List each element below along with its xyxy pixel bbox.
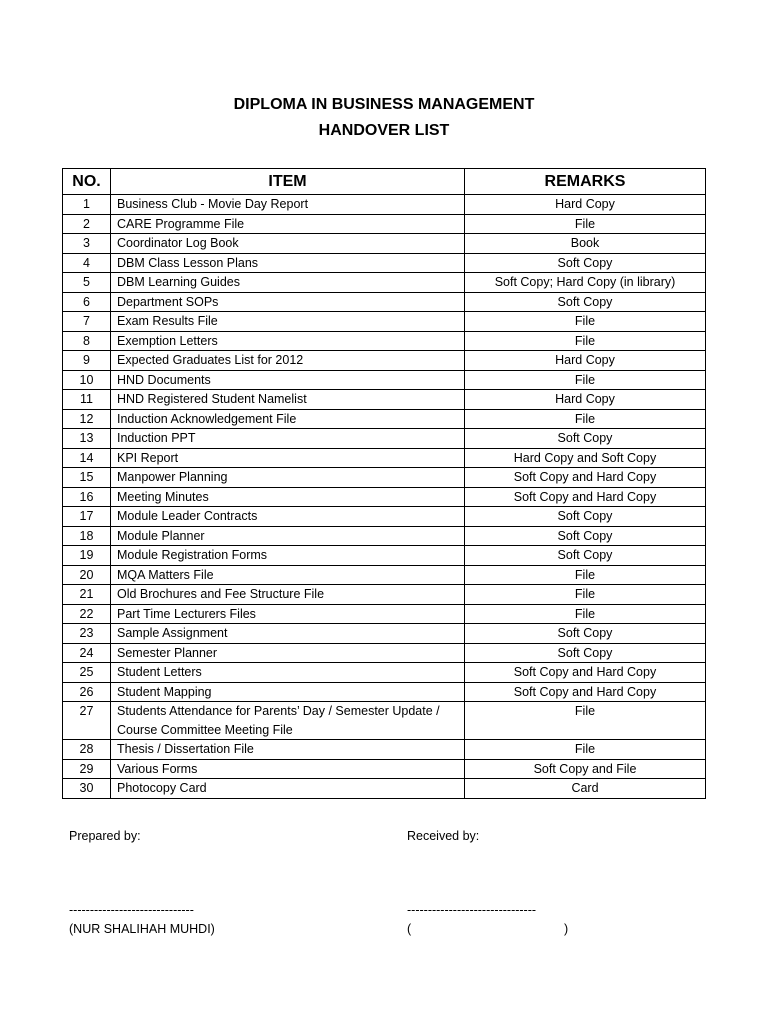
prepared-signature-line: ------------------------------ bbox=[69, 903, 194, 917]
table-row bbox=[63, 624, 706, 644]
row-number: 27 bbox=[63, 702, 111, 740]
row-item: Photocopy Card bbox=[111, 779, 465, 799]
row-number: 7 bbox=[63, 312, 111, 332]
row-number: 8 bbox=[63, 331, 111, 351]
table-row bbox=[63, 585, 706, 605]
row-item: Department SOPs bbox=[111, 292, 465, 312]
row-item: Module Planner bbox=[111, 526, 465, 546]
table-row bbox=[63, 546, 706, 566]
row-number: 20 bbox=[63, 565, 111, 585]
row-item: DBM Class Lesson Plans bbox=[111, 253, 465, 273]
row-remarks: Hard Copy and Soft Copy bbox=[465, 448, 706, 468]
table-row bbox=[63, 429, 706, 449]
row-number: 6 bbox=[63, 292, 111, 312]
row-remarks: Soft Copy bbox=[465, 546, 706, 566]
prepared-by-name: (NUR SHALIHAH MUHDI) bbox=[69, 922, 215, 936]
row-number: 17 bbox=[63, 507, 111, 527]
row-number: 3 bbox=[63, 234, 111, 254]
row-item: Induction Acknowledgement File bbox=[111, 409, 465, 429]
row-remarks: Soft Copy bbox=[465, 292, 706, 312]
row-remarks: File bbox=[465, 331, 706, 351]
row-item: Various Forms bbox=[111, 759, 465, 779]
row-item: Thesis / Dissertation File bbox=[111, 740, 465, 760]
received-signature-line: ------------------------------- bbox=[407, 903, 537, 917]
row-number: 23 bbox=[63, 624, 111, 644]
row-number: 15 bbox=[63, 468, 111, 488]
row-item: Manpower Planning bbox=[111, 468, 465, 488]
row-item: MQA Matters File bbox=[111, 565, 465, 585]
received-by-label: Received by: bbox=[407, 829, 480, 843]
row-item: Old Brochures and Fee Structure File bbox=[111, 585, 465, 605]
table-row bbox=[63, 253, 706, 273]
row-remarks: Soft Copy bbox=[465, 643, 706, 663]
row-remarks: Soft Copy and File bbox=[465, 759, 706, 779]
row-remarks: File bbox=[465, 312, 706, 332]
row-remarks: Soft Copy and Hard Copy bbox=[465, 487, 706, 507]
table-row bbox=[63, 604, 706, 624]
table-row bbox=[63, 663, 706, 683]
row-item: HND Documents bbox=[111, 370, 465, 390]
row-item: Meeting Minutes bbox=[111, 487, 465, 507]
row-remarks: Soft Copy and Hard Copy bbox=[465, 468, 706, 488]
row-number: 11 bbox=[63, 390, 111, 410]
row-number: 30 bbox=[63, 779, 111, 799]
row-number: 5 bbox=[63, 273, 111, 293]
row-item: Induction PPT bbox=[111, 429, 465, 449]
row-remarks: File bbox=[465, 409, 706, 429]
row-remarks: Soft Copy bbox=[465, 624, 706, 644]
table-row bbox=[63, 331, 706, 351]
row-number: 26 bbox=[63, 682, 111, 702]
header-no: NO. bbox=[63, 169, 111, 195]
table-row bbox=[63, 468, 706, 488]
table-row bbox=[63, 292, 706, 312]
row-number: 13 bbox=[63, 429, 111, 449]
row-remarks: File bbox=[465, 702, 706, 740]
header-item: ITEM bbox=[111, 169, 465, 195]
table-row bbox=[63, 214, 706, 234]
table-row bbox=[63, 487, 706, 507]
row-number: 28 bbox=[63, 740, 111, 760]
row-item: HND Registered Student Namelist bbox=[111, 390, 465, 410]
row-item: Coordinator Log Book bbox=[111, 234, 465, 254]
table-row bbox=[63, 507, 706, 527]
table-row bbox=[63, 702, 706, 740]
row-item: Sample Assignment bbox=[111, 624, 465, 644]
table-row bbox=[63, 526, 706, 546]
row-number: 16 bbox=[63, 487, 111, 507]
row-item: DBM Learning Guides bbox=[111, 273, 465, 293]
row-item: Semester Planner bbox=[111, 643, 465, 663]
table-row bbox=[63, 234, 706, 254]
table-row bbox=[63, 682, 706, 702]
row-number: 22 bbox=[63, 604, 111, 624]
document-title: DIPLOMA IN BUSINESS MANAGEMENT bbox=[233, 96, 535, 113]
row-remarks: Book bbox=[465, 234, 706, 254]
row-number: 25 bbox=[63, 663, 111, 683]
row-remarks: Hard Copy bbox=[465, 351, 706, 371]
row-item: Business Club - Movie Day Report bbox=[111, 195, 465, 215]
table-row bbox=[63, 273, 706, 293]
header-remarks: REMARKS bbox=[465, 169, 706, 195]
row-number: 2 bbox=[63, 214, 111, 234]
row-number: 12 bbox=[63, 409, 111, 429]
row-item: Student Mapping bbox=[111, 682, 465, 702]
row-remarks: File bbox=[465, 604, 706, 624]
row-number: 1 bbox=[63, 195, 111, 215]
row-remarks: Soft Copy and Hard Copy bbox=[465, 682, 706, 702]
row-remarks: Soft Copy bbox=[465, 429, 706, 449]
row-number: 24 bbox=[63, 643, 111, 663]
row-item: CARE Programme File bbox=[111, 214, 465, 234]
table-row bbox=[63, 740, 706, 760]
row-item: Exemption Letters bbox=[111, 331, 465, 351]
table-row bbox=[63, 351, 706, 371]
document-subtitle: HANDOVER LIST bbox=[318, 122, 450, 139]
received-by-name: ( ) bbox=[407, 922, 569, 936]
row-number: 21 bbox=[63, 585, 111, 605]
row-number: 4 bbox=[63, 253, 111, 273]
table-row bbox=[63, 370, 706, 390]
row-number: 29 bbox=[63, 759, 111, 779]
table-row bbox=[63, 195, 706, 215]
row-item: Student Letters bbox=[111, 663, 465, 683]
row-number: 14 bbox=[63, 448, 111, 468]
row-remarks: Hard Copy bbox=[465, 390, 706, 410]
row-number: 18 bbox=[63, 526, 111, 546]
row-number: 10 bbox=[63, 370, 111, 390]
table-row bbox=[63, 565, 706, 585]
row-remarks: Hard Copy bbox=[465, 195, 706, 215]
row-number: 9 bbox=[63, 351, 111, 371]
row-item: Expected Graduates List for 2012 bbox=[111, 351, 465, 371]
row-number: 19 bbox=[63, 546, 111, 566]
table-row bbox=[63, 409, 706, 429]
table-row bbox=[63, 779, 706, 799]
table-body bbox=[63, 195, 706, 799]
row-remarks: File bbox=[465, 214, 706, 234]
row-remarks: File bbox=[465, 585, 706, 605]
handover-table bbox=[62, 168, 706, 799]
table-row bbox=[63, 643, 706, 663]
row-remarks: File bbox=[465, 565, 706, 585]
table-row bbox=[63, 312, 706, 332]
prepared-by-label: Prepared by: bbox=[69, 829, 141, 843]
table-row bbox=[63, 448, 706, 468]
table-row bbox=[63, 759, 706, 779]
row-item: Part Time Lecturers Files bbox=[111, 604, 465, 624]
row-item: Module Leader Contracts bbox=[111, 507, 465, 527]
table-row bbox=[63, 390, 706, 410]
row-remarks: Soft Copy bbox=[465, 507, 706, 527]
row-item: Module Registration Forms bbox=[111, 546, 465, 566]
row-remarks: File bbox=[465, 370, 706, 390]
row-item: Students Attendance for Parents’ Day / Semester Update / Course Committee Meeting File bbox=[111, 702, 465, 740]
row-remarks: Soft Copy bbox=[465, 526, 706, 546]
row-remarks: File bbox=[465, 740, 706, 760]
row-remarks: Soft Copy bbox=[465, 253, 706, 273]
row-item: KPI Report bbox=[111, 448, 465, 468]
row-remarks: Card bbox=[465, 779, 706, 799]
table-header-row bbox=[63, 169, 706, 195]
row-item: Exam Results File bbox=[111, 312, 465, 332]
row-remarks: Soft Copy; Hard Copy (in library) bbox=[465, 273, 706, 293]
row-remarks: Soft Copy and Hard Copy bbox=[465, 663, 706, 683]
